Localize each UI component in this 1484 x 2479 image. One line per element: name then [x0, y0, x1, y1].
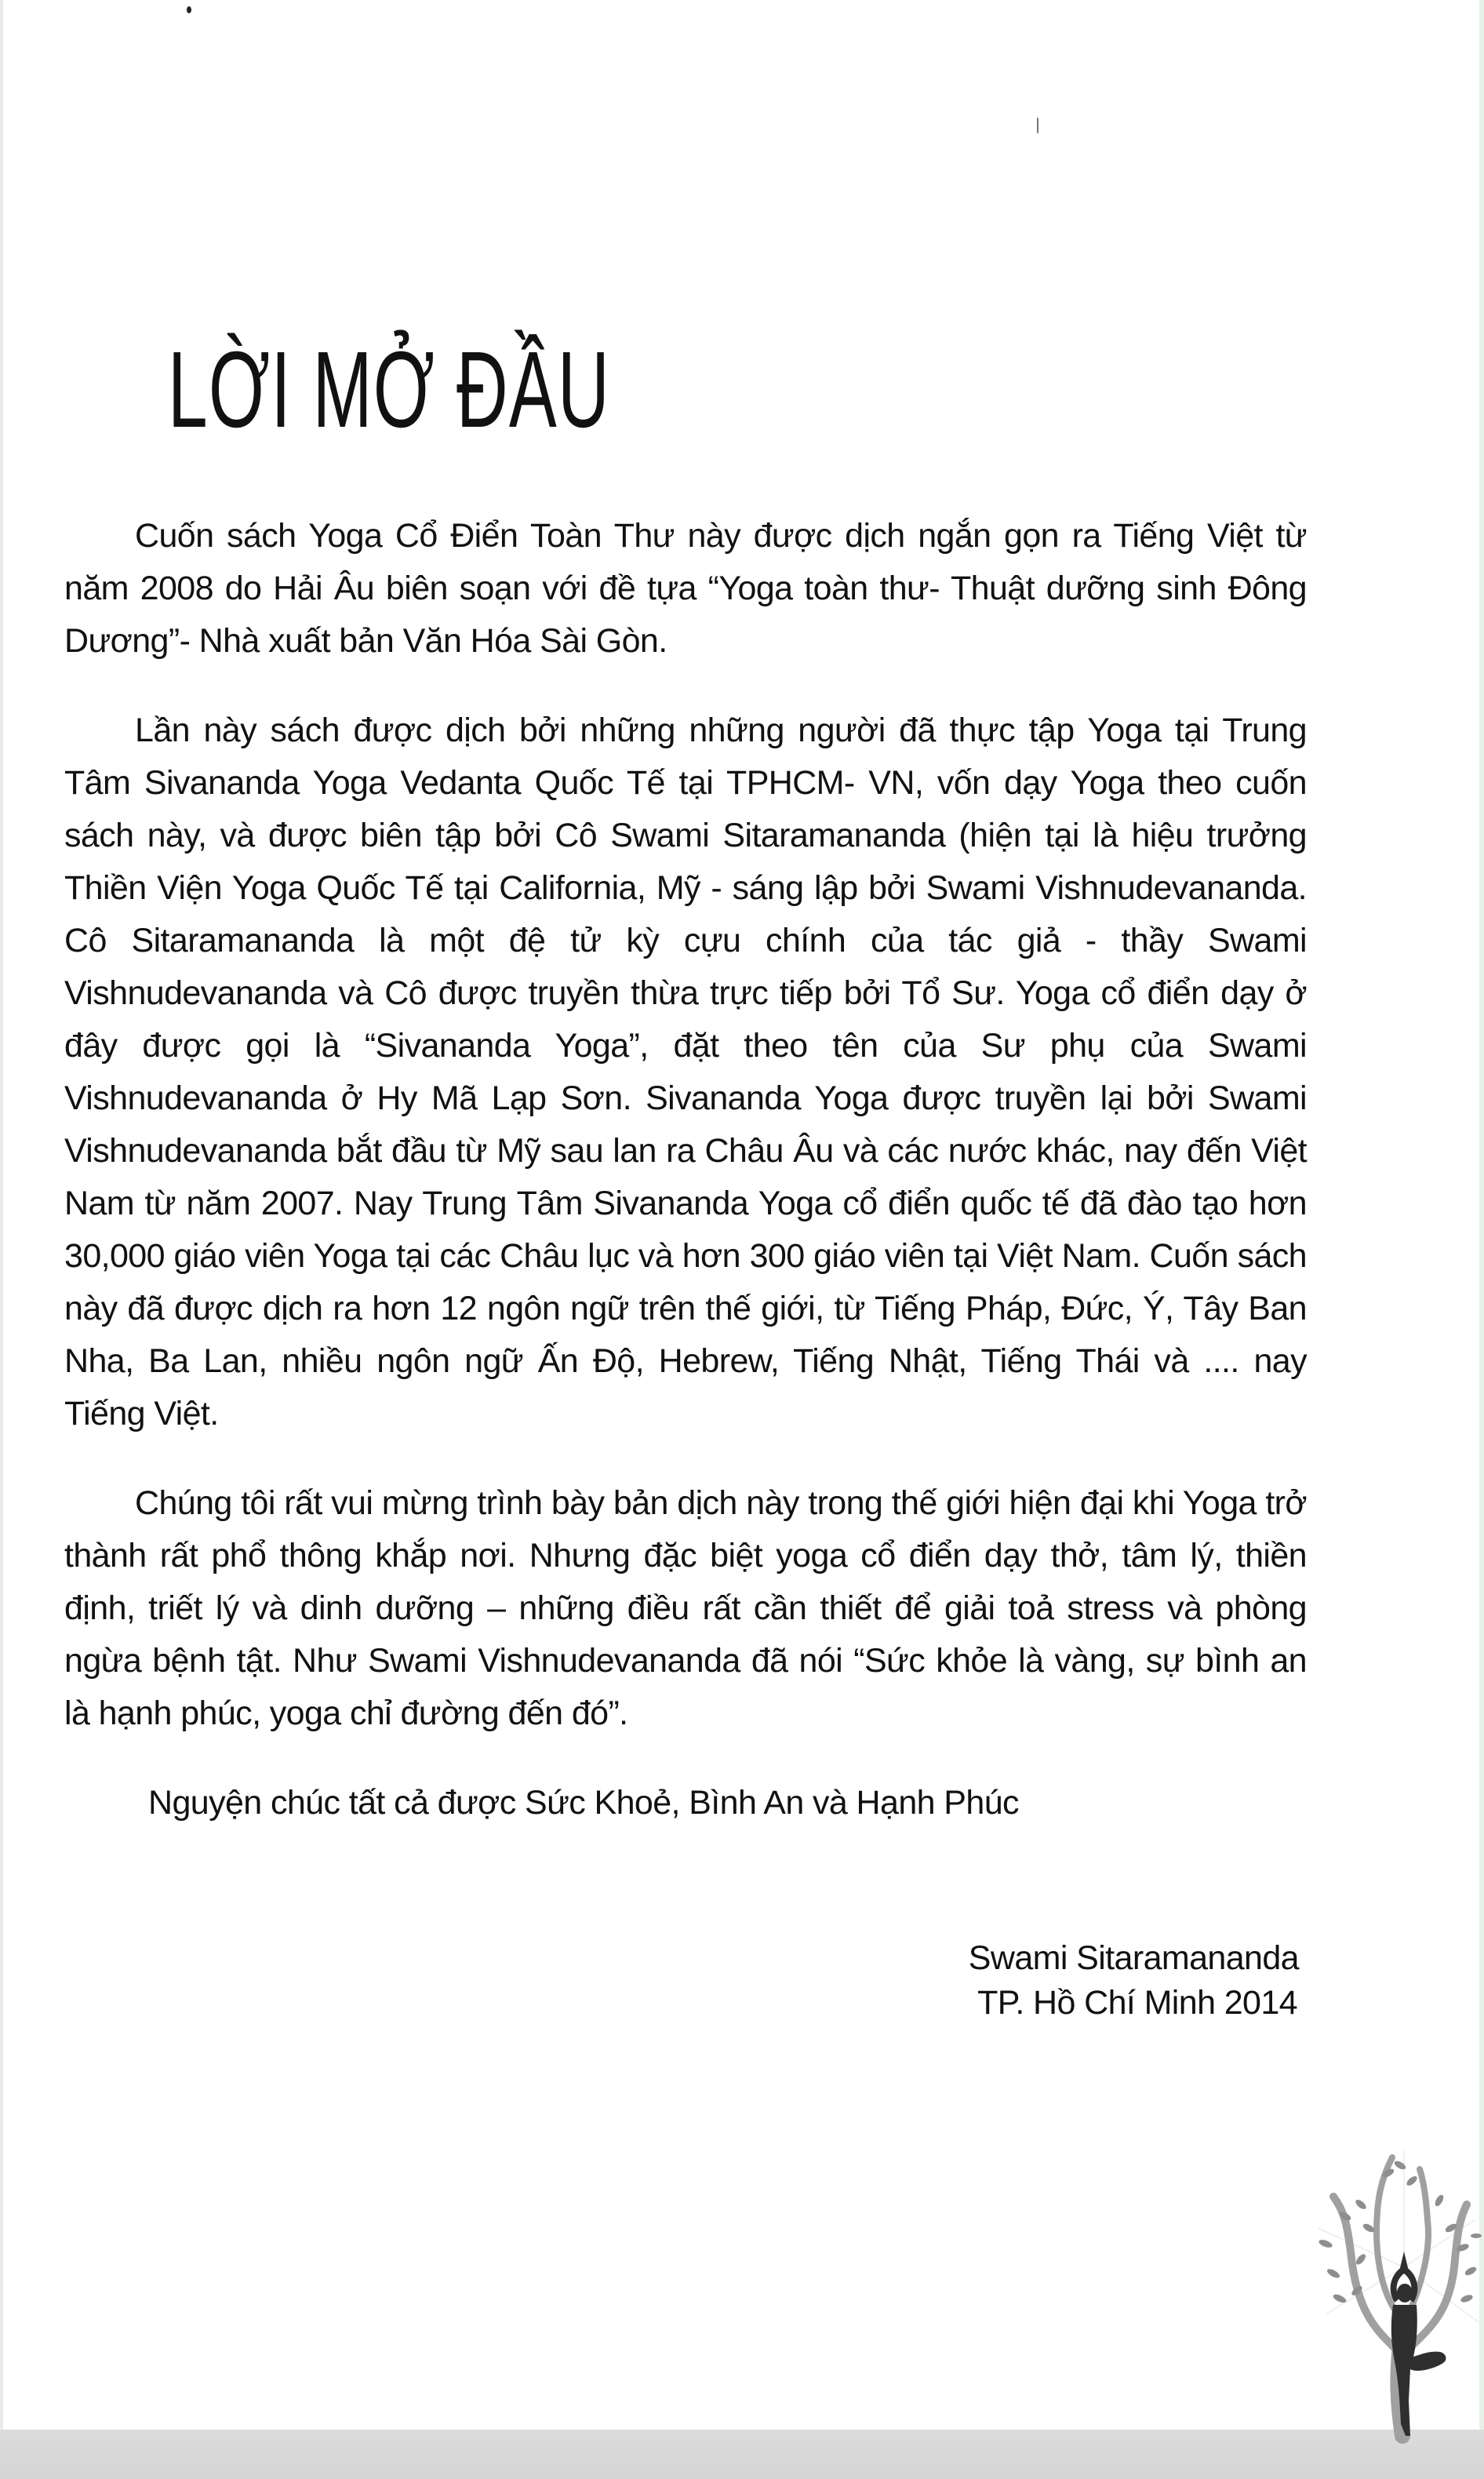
signature-block — [828, 1936, 1299, 2026]
signature-place-year: TP. Hồ Chí Minh 2014 — [977, 1984, 1297, 2022]
closing-wish: Nguyện chúc tất cả được Sức Khoẻ, Bình An và Hạnh Phúc — [148, 1784, 1019, 1822]
paragraph-2: Lần này sách được dịch bởi những những người đã thực tập Yoga tại Trung Tâm Sivananda Yoga Vedanta Quốc Tế tại TPHCM- VN, vốn dạy Yoga theo cuốn sách này, và được biên tập bởi Cô Swami Sitaramananda (hiện tại là hiệu trưởng Thiền Viện Yoga Quốc Tế tại California, Mỹ - sáng lập bởi Swami Vishnudevananda. Cô Sitaramananda là một đệ tử kỳ cựu chính của tác giả - thầy Swami Vishnudevananda và Cô được truyền thừa trực tiếp bởi Tổ Sư. Yoga cổ điển dạy ở đây được gọi là “Sivananda Yoga”, đặt theo tên của Sư phụ của Swami Vishnudevananda ở Hy Mã Lạp Sơn. Sivananda Yoga được truyền lại bởi Swami Vishnudevananda bắt đầu từ Mỹ sau lan ra Châu Âu và các nước khác, nay đến Việt Nam từ năm 2007. Nay Trung Tâm Sivananda Yoga cổ điển quốc tế đã đào tạo hơn 30,000 giáo viên Yoga tại các Châu lục và hơn 300 giáo viên tại Việt Nam. Cuốn sách này đã được dịch ra hơn 12 ngôn ngữ trên thế giới, từ Tiếng Pháp, Đức, Ý, Tây Ban Nha, Ba Lan, nhiều ngôn ngữ Ấn Độ, Hebrew, Tiếng Nhật, Tiếng Thái và .... nay Tiếng Việt. — [64, 712, 1307, 1432]
signature-name: Swami Sitaramananda — [968, 1939, 1299, 1977]
ground-band — [0, 2430, 1484, 2479]
paragraph-1: Cuốn sách Yoga Cổ Điển Toàn Thư này được dịch ngắn gọn ra Tiếng Việt từ năm 2008 do Hải Âu biên soạn với đề tựa “Yoga toàn thư- Thuật dưỡng sinh Đông Dương”- Nhà xuất bản Văn Hóa Sài Gòn. — [64, 517, 1307, 660]
page-left-edge — [0, 0, 3, 2479]
tree-pose-yoga-figure-icon — [1302, 2134, 1484, 2448]
scan-speck — [187, 6, 191, 13]
scan-speck — [1037, 118, 1038, 133]
paragraph-3: Chúng tôi rất vui mừng trình bày bản dịch này trong thế giới hiện đại khi Yoga trở thành rất phổ thông khắp nơi. Nhưng đặc biệt yoga cổ điển dạy thở, tâm lý, thiền định, triết lý và dinh dưỡng – những điều rất cần thiết để giải toả stress và phòng ngừa bệnh tật. Như Swami Vishnudevananda đã nói “Sức khỏe là vàng, sự bình an là hạnh phúc, yoga chỉ đường đến đó”. — [64, 1484, 1307, 1732]
preface-body — [64, 510, 1307, 1866]
page-title: LỜI MỞ ĐẦU — [168, 329, 611, 451]
page-right-edge — [1479, 0, 1484, 2479]
